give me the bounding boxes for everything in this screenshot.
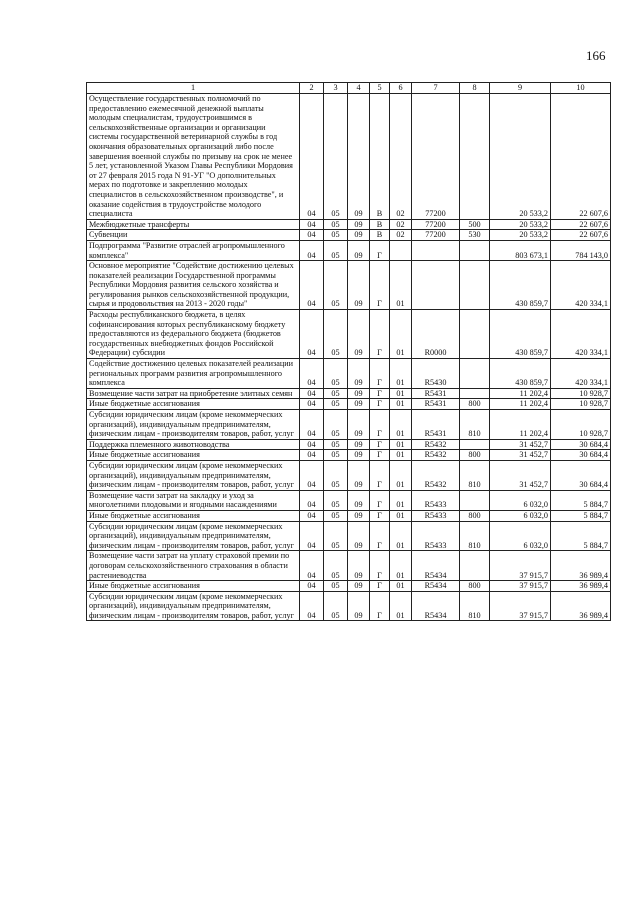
table-row: [87, 521, 611, 551]
section-code-cell: 05: [324, 261, 348, 310]
amount-year-1-cell: 31 452,7: [490, 439, 551, 450]
program-code-cell: В: [370, 94, 390, 220]
amount-year-1-cell: 20 533,2: [490, 94, 551, 220]
item-name-cell: Иные бюджетные ассигнования: [87, 450, 300, 461]
section-code-cell: 05: [324, 450, 348, 461]
amount-year-1-cell: 803 673,1: [490, 240, 551, 260]
amount-year-2-cell: 420 334,1: [551, 359, 611, 389]
item-name-cell: Субвенции: [87, 230, 300, 241]
subsection-code-cell: 09: [348, 261, 370, 310]
admin-code-cell: 04: [300, 261, 324, 310]
subsection-code-cell: 09: [348, 490, 370, 510]
subsection-code-cell: 09: [348, 310, 370, 359]
subprogram-code-cell: 01: [390, 310, 412, 359]
table-row: [87, 310, 611, 359]
table-row: [87, 450, 611, 461]
table-row: [87, 359, 611, 389]
column-header: 4: [348, 83, 370, 94]
admin-code-cell: 04: [300, 490, 324, 510]
column-header: 10: [551, 83, 611, 94]
program-code-cell: Г: [370, 450, 390, 461]
section-code-cell: 05: [324, 410, 348, 440]
admin-code-cell: 04: [300, 240, 324, 260]
amount-year-1-cell: 430 859,7: [490, 310, 551, 359]
target-item-code-cell: R5434: [412, 581, 460, 592]
admin-code-cell: 04: [300, 450, 324, 461]
admin-code-cell: 04: [300, 551, 324, 581]
admin-code-cell: 04: [300, 388, 324, 399]
table-row: [87, 94, 611, 220]
subprogram-code-cell: 01: [390, 581, 412, 592]
subprogram-code-cell: [390, 240, 412, 260]
section-code-cell: 05: [324, 219, 348, 230]
item-name-cell: Субсидии юридическим лицам (кроме некоммерческих организаций), индивидуальным предпринимателям, физическим лицам - производителям товаров, работ, услуг: [87, 410, 300, 440]
subprogram-code-cell: 01: [390, 460, 412, 490]
expense-type-code-cell: [460, 240, 490, 260]
item-name-cell: Возмещение части затрат на приобретение элитных семян: [87, 388, 300, 399]
subprogram-code-cell: 01: [390, 261, 412, 310]
amount-year-1-cell: 430 859,7: [490, 359, 551, 389]
admin-code-cell: 04: [300, 510, 324, 521]
target-item-code-cell: 77200: [412, 94, 460, 220]
amount-year-2-cell: 22 607,6: [551, 94, 611, 220]
program-code-cell: Г: [370, 388, 390, 399]
target-item-code-cell: R5433: [412, 490, 460, 510]
table-row: [87, 410, 611, 440]
subsection-code-cell: 09: [348, 460, 370, 490]
section-code-cell: 05: [324, 439, 348, 450]
section-code-cell: 05: [324, 591, 348, 621]
target-item-code-cell: R5431: [412, 410, 460, 440]
item-name-cell: Иные бюджетные ассигнования: [87, 581, 300, 592]
amount-year-2-cell: 30 684,4: [551, 450, 611, 461]
admin-code-cell: 04: [300, 359, 324, 389]
table-row: [87, 490, 611, 510]
section-code-cell: 05: [324, 521, 348, 551]
target-item-code-cell: R5432: [412, 439, 460, 450]
item-name-cell: Содействие достижению целевых показателей реализации региональных программ развития агропромышленного комплекса: [87, 359, 300, 389]
amount-year-2-cell: 5 884,7: [551, 521, 611, 551]
column-header: 6: [390, 83, 412, 94]
table-row: [87, 551, 611, 581]
section-code-cell: 05: [324, 359, 348, 389]
program-code-cell: Г: [370, 591, 390, 621]
amount-year-1-cell: 31 452,7: [490, 460, 551, 490]
admin-code-cell: 04: [300, 581, 324, 592]
amount-year-2-cell: 30 684,4: [551, 439, 611, 450]
subsection-code-cell: 09: [348, 510, 370, 521]
column-header: 7: [412, 83, 460, 94]
subprogram-code-cell: 01: [390, 551, 412, 581]
table-row: [87, 581, 611, 592]
target-item-code-cell: [412, 240, 460, 260]
target-item-code-cell: R5433: [412, 521, 460, 551]
target-item-code-cell: R0000: [412, 310, 460, 359]
column-header: 8: [460, 83, 490, 94]
program-code-cell: Г: [370, 399, 390, 410]
subprogram-code-cell: 01: [390, 410, 412, 440]
table-row: [87, 591, 611, 621]
column-header: 9: [490, 83, 551, 94]
amount-year-1-cell: 6 032,0: [490, 510, 551, 521]
table-row: [87, 460, 611, 490]
admin-code-cell: 04: [300, 460, 324, 490]
item-name-cell: Субсидии юридическим лицам (кроме некоммерческих организаций), индивидуальным предпринимателям, физическим лицам - производителям товаров, работ, услуг: [87, 521, 300, 551]
item-name-cell: Поддержка племенного животноводства: [87, 439, 300, 450]
target-item-code-cell: [412, 261, 460, 310]
section-code-cell: 05: [324, 510, 348, 521]
amount-year-2-cell: 10 928,7: [551, 410, 611, 440]
amount-year-1-cell: 20 533,2: [490, 230, 551, 241]
expense-type-code-cell: 800: [460, 450, 490, 461]
amount-year-2-cell: 420 334,1: [551, 310, 611, 359]
subprogram-code-cell: 01: [390, 521, 412, 551]
program-code-cell: Г: [370, 410, 390, 440]
subprogram-code-cell: 01: [390, 450, 412, 461]
target-item-code-cell: R5430: [412, 359, 460, 389]
target-item-code-cell: R5431: [412, 399, 460, 410]
subprogram-code-cell: 01: [390, 359, 412, 389]
subsection-code-cell: 09: [348, 591, 370, 621]
expense-type-code-cell: 810: [460, 460, 490, 490]
subsection-code-cell: 09: [348, 94, 370, 220]
admin-code-cell: 04: [300, 410, 324, 440]
target-item-code-cell: 77200: [412, 230, 460, 241]
section-code-cell: 05: [324, 240, 348, 260]
table-row: [87, 240, 611, 260]
subprogram-code-cell: 01: [390, 388, 412, 399]
admin-code-cell: 04: [300, 219, 324, 230]
program-code-cell: В: [370, 219, 390, 230]
item-name-cell: Иные бюджетные ассигнования: [87, 399, 300, 410]
table-row: [87, 399, 611, 410]
expense-type-code-cell: 810: [460, 521, 490, 551]
table-row: [87, 439, 611, 450]
amount-year-1-cell: 11 202,4: [490, 399, 551, 410]
section-code-cell: 05: [324, 388, 348, 399]
amount-year-1-cell: 37 915,7: [490, 581, 551, 592]
target-item-code-cell: R5434: [412, 591, 460, 621]
amount-year-2-cell: 22 607,6: [551, 230, 611, 241]
subsection-code-cell: 09: [348, 359, 370, 389]
amount-year-1-cell: 11 202,4: [490, 410, 551, 440]
item-name-cell: Основное мероприятие "Содействие достижению целевых показателей реализации Государственной программы Республики Мордовия развития сельского хозяйства и регулирования рынков сельскохозяйственной продукции, сырья и продовольствия на 2013 - 2020 годы": [87, 261, 300, 310]
program-code-cell: Г: [370, 510, 390, 521]
subprogram-code-cell: 01: [390, 399, 412, 410]
amount-year-2-cell: 36 989,4: [551, 591, 611, 621]
target-item-code-cell: R5433: [412, 510, 460, 521]
amount-year-2-cell: 36 989,4: [551, 581, 611, 592]
subsection-code-cell: 09: [348, 399, 370, 410]
item-name-cell: Возмещение части затрат на уплату страховой премии по договорам сельскохозяйственного страхования в области растениеводства: [87, 551, 300, 581]
subsection-code-cell: 09: [348, 410, 370, 440]
amount-year-2-cell: 36 989,4: [551, 551, 611, 581]
admin-code-cell: 04: [300, 94, 324, 220]
program-code-cell: В: [370, 230, 390, 241]
program-code-cell: Г: [370, 521, 390, 551]
subprogram-code-cell: 01: [390, 591, 412, 621]
program-code-cell: Г: [370, 310, 390, 359]
target-item-code-cell: 77200: [412, 219, 460, 230]
section-code-cell: 05: [324, 581, 348, 592]
program-code-cell: Г: [370, 490, 390, 510]
column-header: 5: [370, 83, 390, 94]
expense-type-code-cell: [460, 439, 490, 450]
subsection-code-cell: 09: [348, 439, 370, 450]
subsection-code-cell: 09: [348, 388, 370, 399]
program-code-cell: Г: [370, 460, 390, 490]
amount-year-2-cell: 5 884,7: [551, 510, 611, 521]
column-header: 3: [324, 83, 348, 94]
header-row: [87, 83, 611, 94]
program-code-cell: Г: [370, 359, 390, 389]
table-row: [87, 510, 611, 521]
section-code-cell: 05: [324, 460, 348, 490]
program-code-cell: Г: [370, 551, 390, 581]
expense-type-code-cell: 500: [460, 219, 490, 230]
amount-year-2-cell: 10 928,7: [551, 399, 611, 410]
table-row: [87, 230, 611, 241]
amount-year-2-cell: 5 884,7: [551, 490, 611, 510]
item-name-cell: Субсидии юридическим лицам (кроме некоммерческих организаций), индивидуальным предпринимателям, физическим лицам - производителям товаров, работ, услуг: [87, 460, 300, 490]
column-header: 1: [87, 83, 300, 94]
amount-year-1-cell: 20 533,2: [490, 219, 551, 230]
section-code-cell: 05: [324, 399, 348, 410]
amount-year-2-cell: 420 334,1: [551, 261, 611, 310]
budget-table: [86, 82, 611, 621]
expense-type-code-cell: 530: [460, 230, 490, 241]
subsection-code-cell: 09: [348, 581, 370, 592]
page-number: 166: [586, 48, 606, 63]
item-name-cell: Иные бюджетные ассигнования: [87, 510, 300, 521]
target-item-code-cell: R5432: [412, 460, 460, 490]
section-code-cell: 05: [324, 310, 348, 359]
table-row: [87, 261, 611, 310]
subsection-code-cell: 09: [348, 551, 370, 581]
amount-year-1-cell: 6 032,0: [490, 490, 551, 510]
subprogram-code-cell: 02: [390, 219, 412, 230]
item-name-cell: Субсидии юридическим лицам (кроме некоммерческих организаций), индивидуальным предпринимателям, физическим лицам - производителям товаров, работ, услуг: [87, 591, 300, 621]
amount-year-2-cell: 22 607,6: [551, 219, 611, 230]
subprogram-code-cell: 01: [390, 510, 412, 521]
subprogram-code-cell: 01: [390, 439, 412, 450]
subsection-code-cell: 09: [348, 521, 370, 551]
section-code-cell: 05: [324, 551, 348, 581]
section-code-cell: 05: [324, 490, 348, 510]
expense-type-code-cell: [460, 310, 490, 359]
subsection-code-cell: 09: [348, 240, 370, 260]
target-item-code-cell: R5431: [412, 388, 460, 399]
program-code-cell: Г: [370, 240, 390, 260]
program-code-cell: Г: [370, 261, 390, 310]
item-name-cell: Подпрограмма "Развитие отраслей агропромышленного комплекса": [87, 240, 300, 260]
subsection-code-cell: 09: [348, 450, 370, 461]
item-name-cell: Возмещение части затрат на закладку и уход за многолетними плодовыми и ягодными насаждениями: [87, 490, 300, 510]
amount-year-1-cell: 6 032,0: [490, 521, 551, 551]
admin-code-cell: 04: [300, 399, 324, 410]
subprogram-code-cell: 02: [390, 230, 412, 241]
expense-type-code-cell: 800: [460, 399, 490, 410]
amount-year-1-cell: 430 859,7: [490, 261, 551, 310]
admin-code-cell: 04: [300, 591, 324, 621]
item-name-cell: Расходы республиканского бюджета, в целях софинансирования которых республиканскому бюджету предоставляются из федерального бюджета (бюджетов государственных внебюджетных фондов Российской Федерации) субсидии: [87, 310, 300, 359]
subsection-code-cell: 09: [348, 230, 370, 241]
program-code-cell: Г: [370, 439, 390, 450]
subprogram-code-cell: 02: [390, 94, 412, 220]
section-code-cell: 05: [324, 230, 348, 241]
item-name-cell: Осуществление государственных полномочий по предоставлению ежемесячной денежной выплаты молодым специалистам, трудоустроившимся в сельскохозяйственные организации и организации системы государственной ветеринарной службы в год окончания образовательных организаций либо после завершения военной службы по призыву на срок не менее 5 лет, установленной Указом Главы Республики Мордовия от 27 февраля 2015 года N 91-УГ "О дополнительных мерах по подготовке и закреплению молодых специалистов в сельскохозяйственном производстве", и оказание содействия в трудоустройстве молодого специалиста: [87, 94, 300, 220]
subprogram-code-cell: 01: [390, 490, 412, 510]
table-body: [87, 94, 611, 621]
admin-code-cell: 04: [300, 521, 324, 551]
target-item-code-cell: R5432: [412, 450, 460, 461]
target-item-code-cell: R5434: [412, 551, 460, 581]
expense-type-code-cell: [460, 551, 490, 581]
amount-year-1-cell: 37 915,7: [490, 551, 551, 581]
amount-year-2-cell: 30 684,4: [551, 460, 611, 490]
subsection-code-cell: 09: [348, 219, 370, 230]
expense-type-code-cell: 810: [460, 410, 490, 440]
expense-type-code-cell: 800: [460, 510, 490, 521]
amount-year-1-cell: 31 452,7: [490, 450, 551, 461]
expense-type-code-cell: 810: [460, 591, 490, 621]
expense-type-code-cell: [460, 388, 490, 399]
item-name-cell: Межбюджетные трансферты: [87, 219, 300, 230]
expense-type-code-cell: [460, 490, 490, 510]
admin-code-cell: 04: [300, 230, 324, 241]
section-code-cell: 05: [324, 94, 348, 220]
amount-year-1-cell: 37 915,7: [490, 591, 551, 621]
column-header: 2: [300, 83, 324, 94]
amount-year-2-cell: 10 928,7: [551, 388, 611, 399]
table-row: [87, 219, 611, 230]
expense-type-code-cell: [460, 94, 490, 220]
admin-code-cell: 04: [300, 310, 324, 359]
table-row: [87, 388, 611, 399]
amount-year-2-cell: 784 143,0: [551, 240, 611, 260]
program-code-cell: Г: [370, 581, 390, 592]
expense-type-code-cell: [460, 261, 490, 310]
expense-type-code-cell: [460, 359, 490, 389]
amount-year-1-cell: 11 202,4: [490, 388, 551, 399]
admin-code-cell: 04: [300, 439, 324, 450]
expense-type-code-cell: 800: [460, 581, 490, 592]
